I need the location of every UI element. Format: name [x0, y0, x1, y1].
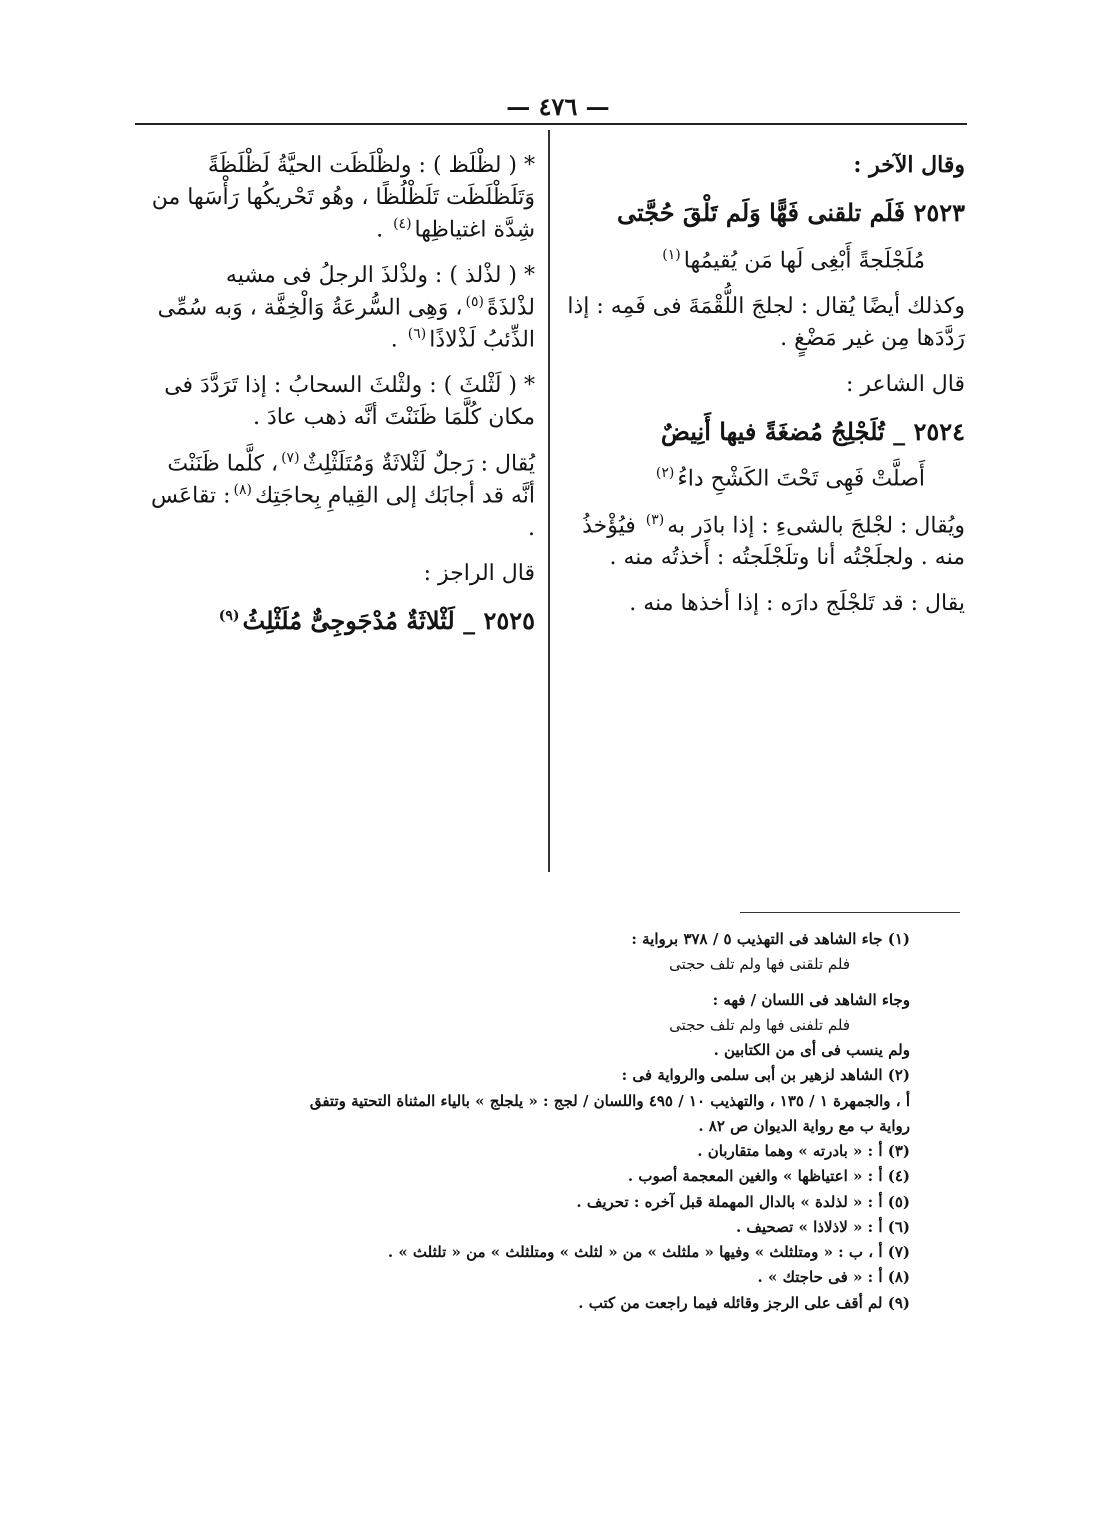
footnote-ref-8[interactable]: (٨)	[233, 482, 252, 499]
footnote-ref-2[interactable]: (٢)	[655, 465, 675, 482]
verse-text: مُلَجْلَجةً أَبْغِى لَها مَن يُقيمُها	[683, 248, 925, 274]
entry-text: يُقال : رَجلٌ لَثْلاثَةٌ وَمُتَلَثْلِثٌ	[302, 451, 535, 477]
entry-lazlaza: * ( لظْلَظ ) : ولظْلَظَت الحيَّةُ لَظْلَظَةً وَتَلَظْلَظَت تَلَظْلُظًا ، وهُو تَحْريكُها رَأْسَها من شِدَّة اغتياظِها$^{(٤)}$ .	[151, 153, 535, 243]
footnote-3: (٣) أ : « بادرته » وهما متقاربان .	[697, 1142, 910, 1160]
footnote-7: (٧) أ ، ب : « ومتلثلث » وفيها « ملثلث » من « لثلث » ومتلثلث » من « تلثلث » .	[387, 1243, 910, 1261]
footnote-ref-4[interactable]: (٤)	[393, 215, 412, 232]
footnote-6: (٦) أ : « لاذلاذا » تصحيف .	[735, 1217, 910, 1236]
footnotes-rule	[740, 912, 960, 913]
verse-text: أَصلَّتْ فَهِى تَحْتَ الكَشْحِ داءُ	[677, 466, 925, 492]
top-rule	[135, 123, 967, 125]
entry-text: : تقاعَس .	[150, 483, 535, 541]
entry-text: ، كلَّما ظَنَنْتَ أنَّه قد أجابَك إلى القِيامِ بِحاجَتِك	[167, 451, 535, 509]
footnote-ref-7[interactable]: (٧)	[281, 450, 300, 467]
footnote-5: (٥) أ : « لذلدة » بالدال المهملة قبل آخره : تحريف .	[576, 1192, 910, 1211]
footnote-ref-1[interactable]: (١)	[662, 246, 681, 263]
entry-text: ، وَهِى السُّرعَةُ وَالْخِفَّة ، وَبه سُمِّى الذِّئبُ لَذْلاذًا	[157, 295, 535, 353]
paragraph-text: ويُقال : لجْلجَ بالشىءِ : إذا بادَر به	[667, 512, 965, 538]
footnote-1-quote: فلم تلفنى فها ولم تلف حجتى	[669, 1015, 850, 1034]
footnote-ref-6[interactable]: (٦)	[407, 326, 427, 343]
entry-text: * ( لظْلَظ ) : ولظْلَظَت الحيَّةُ لَظْلَظَةً وَتَلَظْلَظَت تَلَظْلُظًا ، وهُو تَحْريكُها رَأْسَها من شِدَّة اغتياظِها	[151, 153, 535, 243]
intro-line-poet: قال الشاعر :	[845, 371, 965, 397]
paragraph-laljala: وكذلك أيضًا يُقال : لجلجَ اللُّقْمَةَ فى فَمِه : إذا رَدَّدَها مِن غير مَضْغٍ .	[567, 293, 965, 351]
footnote-9: (٩) لم أقف على الرجز وقائله فيما راجعت من كتب .	[578, 1293, 910, 1312]
footnote-ref-9[interactable]: (٩)	[218, 608, 240, 625]
left-column	[140, 150, 535, 653]
intro-line-rajiz: قال الراجز :	[423, 561, 535, 587]
column-divider	[548, 130, 550, 872]
verse-2525	[140, 604, 535, 639]
footnote-1-quote: فلم تلقنى فها ولم تلف حجتى	[669, 955, 850, 974]
footnote-ref-3[interactable]: (٣)	[645, 511, 665, 528]
verse-2523-second-hemistich	[565, 245, 965, 277]
entry-ladhladha: * ( لذْلذ ) : ولذْلذَ الرجلُ فى مشيه لذْلذَةً$^{(٥)}$، وَهِى السُّرعَةُ وَالْخِفَّة ، وَبه سُمِّى الذِّئبُ لَذْلاذًا$^{(٦)}$ .	[157, 263, 535, 353]
right-column	[565, 150, 965, 634]
intro-line: وقال الآخر :	[853, 152, 965, 178]
footnote-4: (٤) أ : « اعتياظها » والغين المعجمة أصوب .	[627, 1167, 910, 1186]
verse-text: ٢٥٢٥ _ لَثْلاثَةٌ مُدْجَوجِىٌّ مُلَثْلِثُ	[242, 606, 535, 636]
paragraph-badara	[565, 510, 965, 574]
entry-text: * ( لذْلذ ) : ولذْلذَ الرجلُ فى مشيه لذْلذَةً	[225, 263, 535, 321]
footnote-1: (١) جاء الشاهد فى التهذيب ٥ / ٣٧٨ برواية :	[631, 930, 910, 948]
page-number: — ٤٧٦ —	[506, 92, 610, 121]
footnote-1-end: ولم ينسب فى أى من الكتابين .	[713, 1041, 910, 1059]
verse-2523-first-hemistich: ٢٥٢٣ فَلَم تلقنى فَهًّا وَلَم تَلْقَ حُجَّتى	[616, 197, 965, 227]
paragraph-text: فيُؤْخذُ منه . ولجلَجْتُه أنا وتلَجْلَجتُه : أَخذتُه منه .	[582, 512, 965, 570]
footnote-2: (٢) الشاهد لزهير بن أبى سلمى والرواية فى :	[621, 1066, 910, 1085]
entry-lathlatha: * ( لَثْلثَ ) : ولثْلثَ السحابُ : إذا تَرَدَّدَ فى مكان كُلَّمَا ظَنَنْتَ أنَّه ذهب عادَ .	[164, 373, 535, 431]
entry-lathlatha-continued	[140, 448, 535, 544]
footnote-2-continued: رواية ب مع رواية الديوان ص ٨٢ .	[698, 1116, 910, 1135]
paragraph-dar: يقال : قد تَلجْلَج دارَه : إذا أخذها منه .	[629, 590, 965, 616]
verse-2524-second-hemistich	[565, 463, 965, 495]
footnote-8: (٨) أ : « فى حاجتك » .	[757, 1268, 910, 1287]
footnotes	[135, 928, 910, 1317]
footnote-2-continued: أ ، والجمهرة ١ / ١٣٥ ، والتهذيب ١٠ / ٤٩٥ واللسان / لجج : « يلجلج » بالياء المثناة التحتية وتتفق	[309, 1091, 910, 1110]
verse-2524-first-hemistich: ٢٥٢٤ _ تُلَجْلِجُ مُضغَةً فيها أَنِيضٌ	[660, 416, 965, 446]
footnote-ref-5[interactable]: (٥)	[465, 293, 484, 310]
footnote-1-second: وجاء الشاهد فى اللسان / فهه :	[712, 990, 910, 1009]
